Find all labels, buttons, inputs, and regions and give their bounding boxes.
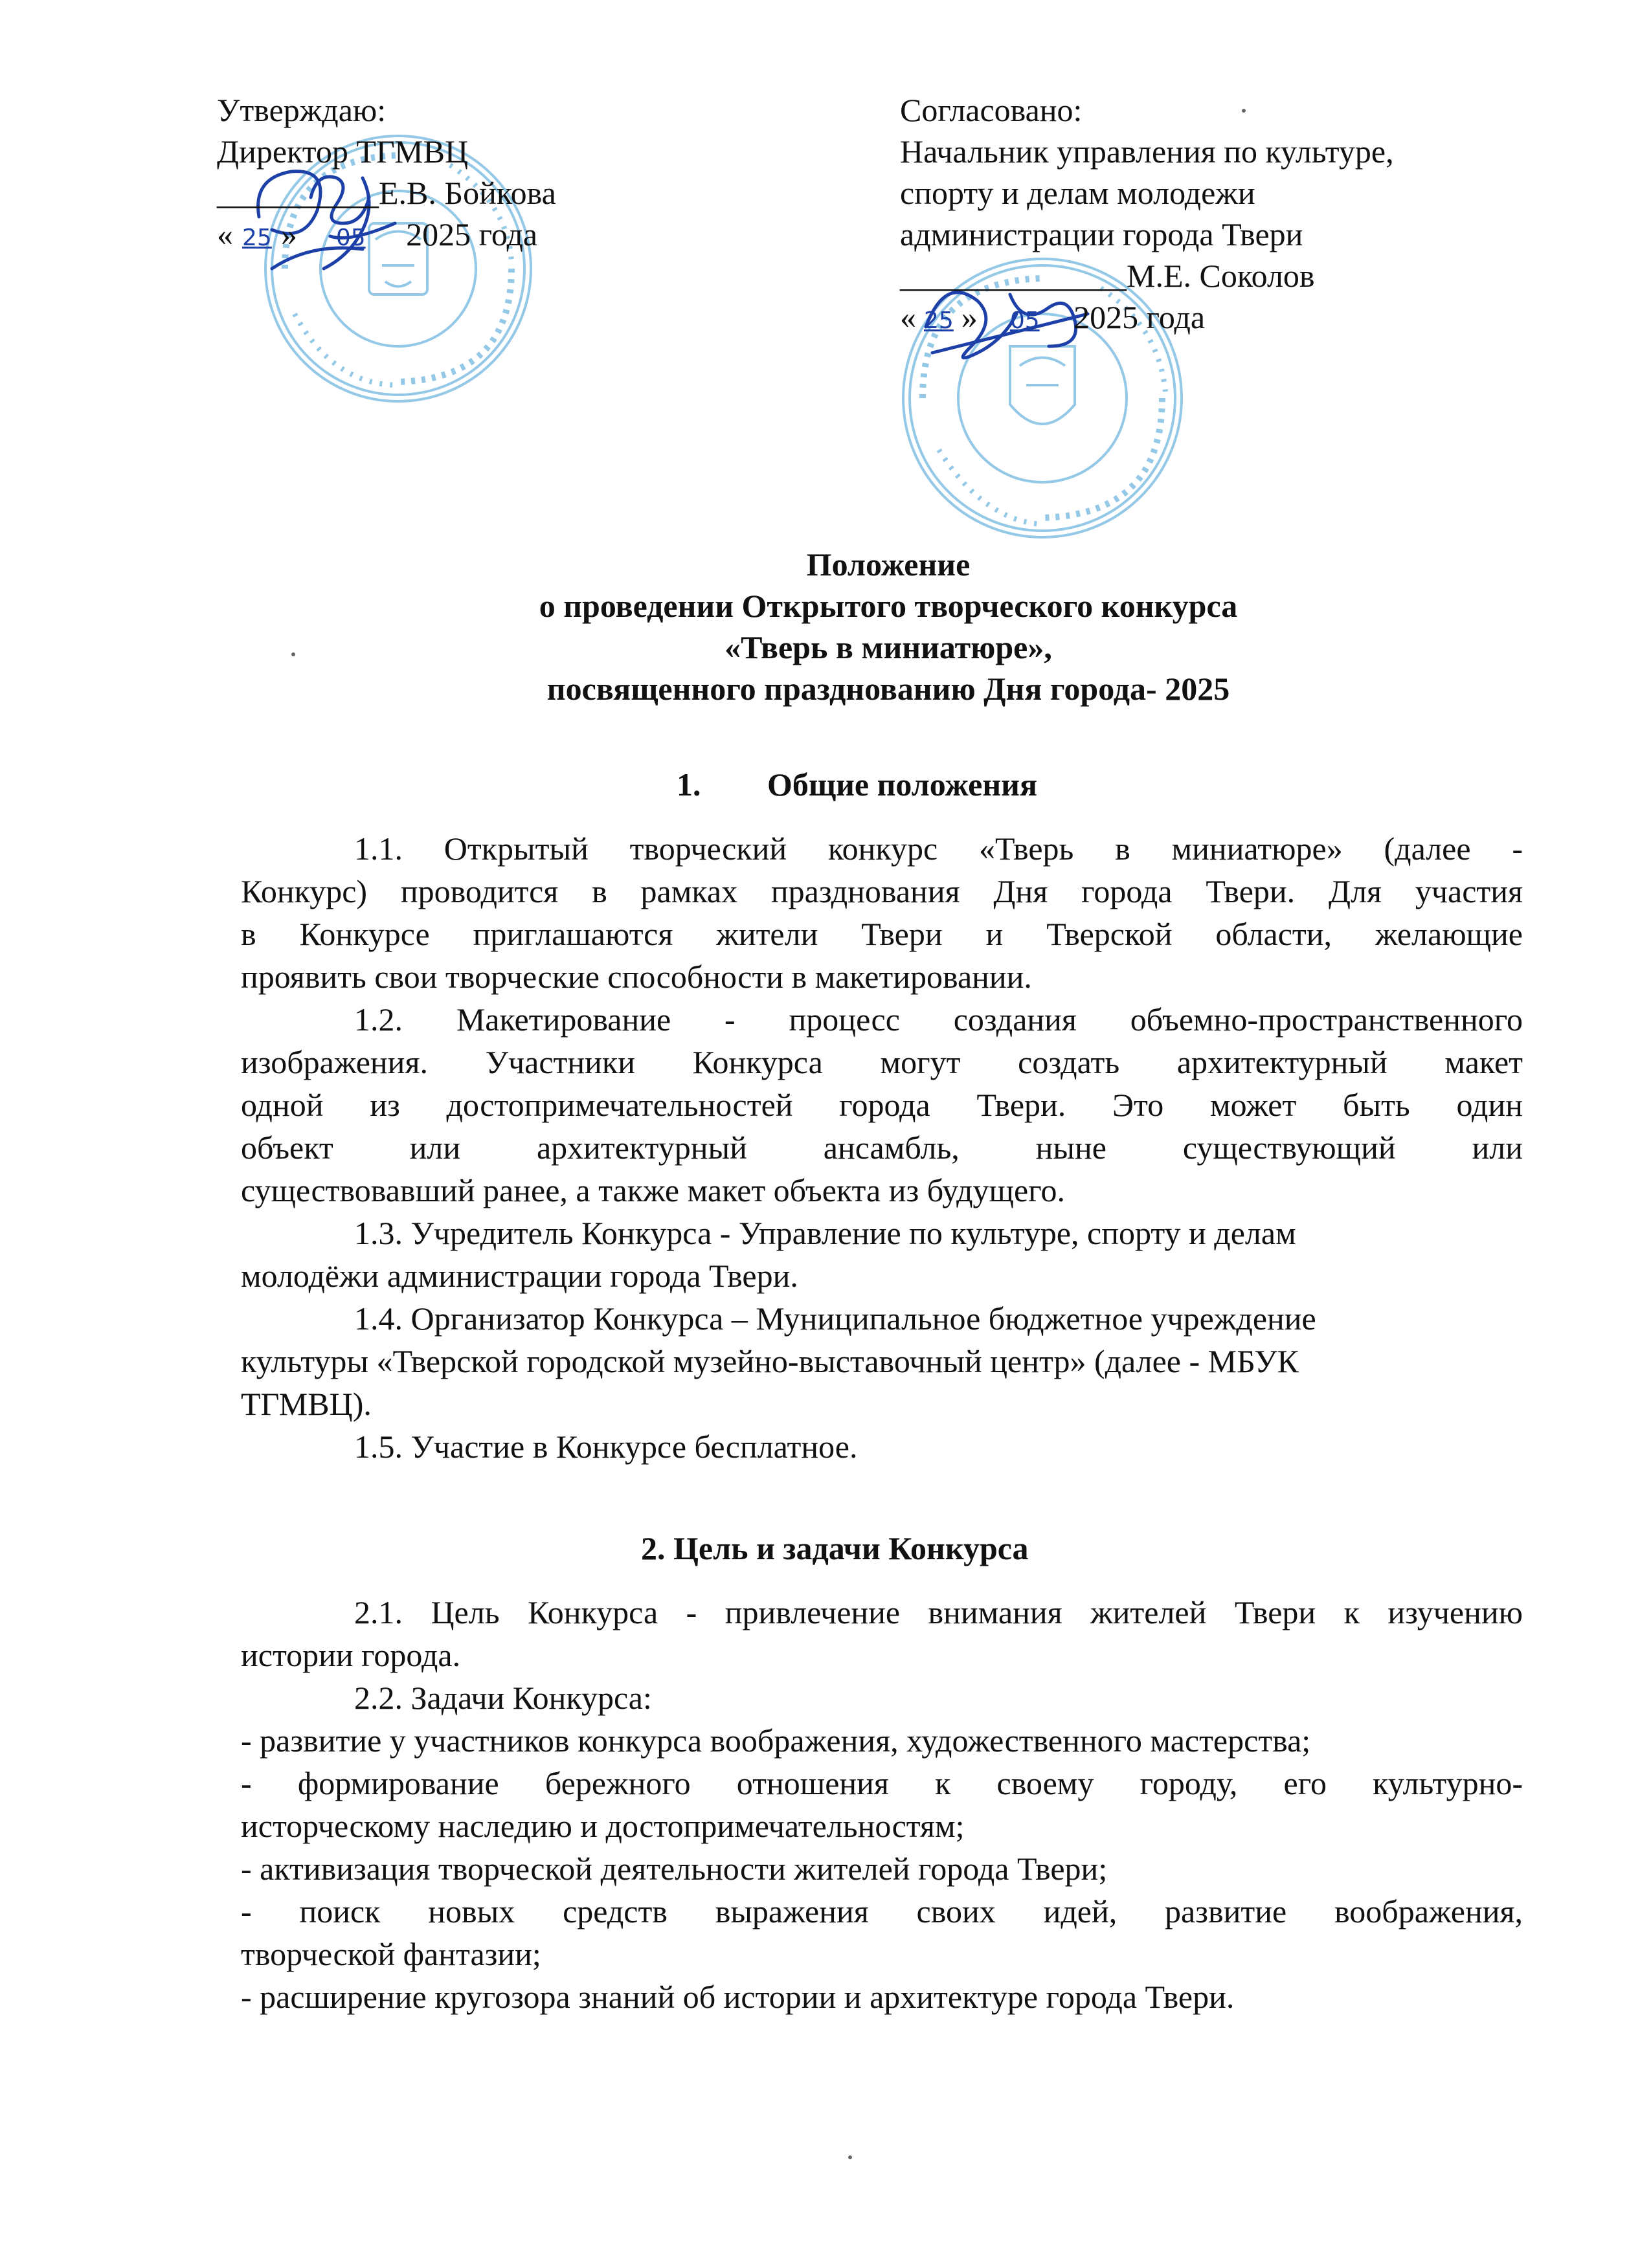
paragraph-1-3 xyxy=(241,1212,1523,1297)
paragraph-2-2 xyxy=(241,1676,1523,1719)
approval-label: Утверждаю: xyxy=(217,92,387,128)
section-1-body xyxy=(241,827,1523,1468)
paragraph-1-2 xyxy=(241,998,1523,1212)
date-month: 05 xyxy=(1009,307,1040,334)
scan-speck xyxy=(1242,109,1246,113)
approver-name: Е.В. Бойкова xyxy=(379,175,556,211)
date-year: 2025 года xyxy=(406,216,538,252)
paragraph-2-1 xyxy=(241,1591,1523,1676)
scan-speck xyxy=(848,2155,852,2159)
agreed-block xyxy=(900,89,1394,338)
text-line: 1.2. Макетирование - процесс создания объемно-пространственного xyxy=(354,1001,1523,1038)
scan-speck xyxy=(291,652,295,656)
agreed-date-line xyxy=(900,296,1394,338)
text-line: 1.1. Открытый творческий конкурс «Тверь в миниатюре» (далее - xyxy=(354,830,1523,867)
approval-date-line xyxy=(217,214,556,255)
list-item: исторческому наследию и достопримечательностям; xyxy=(241,1808,965,1844)
approval-block xyxy=(217,89,556,255)
approval-position: Директор ТГМВЦ xyxy=(217,133,469,170)
list-item: - активизация творческой деятельности жителей города Твери; xyxy=(241,1851,1108,1887)
agreed-name: М.Е. Соколов xyxy=(1127,258,1315,294)
list-item: - формирование бережного отношения к своему городу, его культурно- xyxy=(241,1765,1523,1801)
title-line-3: «Тверь в миниатюре», xyxy=(724,629,1052,665)
text-line: Конкурс) проводится в рамках празднования Дня города Твери. Для участия xyxy=(241,873,1523,909)
section-1-number: 1. xyxy=(677,766,701,803)
date-day: 25 xyxy=(924,307,954,334)
agreed-position-line-3: администрации города Твери xyxy=(900,216,1303,252)
section-1-heading xyxy=(677,764,1037,805)
section-1-title: Общие положения xyxy=(767,766,1038,803)
text-line: молодёжи администрации города Твери. xyxy=(241,1258,798,1294)
text-line: 2.2. Задачи Конкурса: xyxy=(354,1680,652,1716)
text-line: в Конкурсе приглашаются жители Твери и Тверской области, желающие xyxy=(241,916,1523,952)
section-2-body xyxy=(241,1591,1523,2018)
tasks-list xyxy=(241,1719,1523,2018)
title-line-4: посвященного празднованию Дня города- 2025 xyxy=(546,671,1230,707)
text-line: ТГМВЦ). xyxy=(241,1386,372,1422)
agreed-label: Согласовано: xyxy=(900,92,1083,128)
title-line-1: Положение xyxy=(806,546,971,583)
date-day: 25 xyxy=(242,225,272,251)
agreed-position-line-1: Начальник управления по культуре, xyxy=(900,133,1394,170)
paragraph-1-4 xyxy=(241,1297,1523,1425)
text-line: 1.4. Организатор Конкурса – Муниципальное бюджетное учреждение xyxy=(354,1300,1316,1337)
text-line: 1.3. Учредитель Конкурса - Управление по культуре, спорту и делам xyxy=(354,1215,1296,1251)
date-quote-open: « xyxy=(217,216,233,252)
list-item: творческой фантазии; xyxy=(241,1936,541,1972)
title-line-2: о проведении Открытого творческого конкурса xyxy=(539,588,1238,624)
date-month: 05 xyxy=(335,225,366,251)
paragraph-1-5 xyxy=(241,1425,1523,1468)
document-title xyxy=(241,544,1536,709)
signature-blank: ______________ xyxy=(900,258,1127,294)
paragraph-1-1 xyxy=(241,827,1523,998)
list-item: - развитие у участников конкурса воображения, художественного мастерства; xyxy=(241,1722,1311,1759)
text-line: объект или архитектурный ансамбль, ныне существующий или xyxy=(241,1129,1523,1166)
date-year: 2025 года xyxy=(1073,299,1206,335)
text-line: изображения. Участники Конкурса могут создать архитектурный макет xyxy=(241,1044,1523,1080)
text-line: 1.5. Участие в Конкурсе бесплатное. xyxy=(354,1429,858,1465)
text-line: одной из достопримечательностей города Твери. Это может быть один xyxy=(241,1087,1523,1123)
date-quote-open: « xyxy=(900,299,916,335)
date-quote-close: » xyxy=(961,299,978,335)
signature-blank: __________ xyxy=(217,175,379,211)
text-line: проявить свои творческие способности в макетировании. xyxy=(241,959,1032,995)
agreed-signature-line xyxy=(900,255,1394,296)
list-item: - расширение кругозора знаний об истории и архитектуре города Твери. xyxy=(241,1979,1235,2015)
date-quote-close: » xyxy=(280,216,297,252)
section-2-heading: 2. Цель и задачи Конкурса xyxy=(641,1530,1029,1566)
text-line: культуры «Тверской городской музейно-выставочный центр» (далее - МБУК xyxy=(241,1343,1299,1379)
text-line: истории города. xyxy=(241,1637,461,1673)
approval-signature-line xyxy=(217,172,556,214)
agreed-position-line-2: спорту и делам молодежи xyxy=(900,175,1255,211)
text-line: существовавший ранее, а также макет объекта из будущего. xyxy=(241,1172,1065,1208)
text-line: 2.1. Цель Конкурса - привлечение внимания жителей Твери к изучению xyxy=(354,1594,1523,1630)
list-item: - поиск новых средств выражения своих идей, развитие воображения, xyxy=(241,1893,1523,1929)
